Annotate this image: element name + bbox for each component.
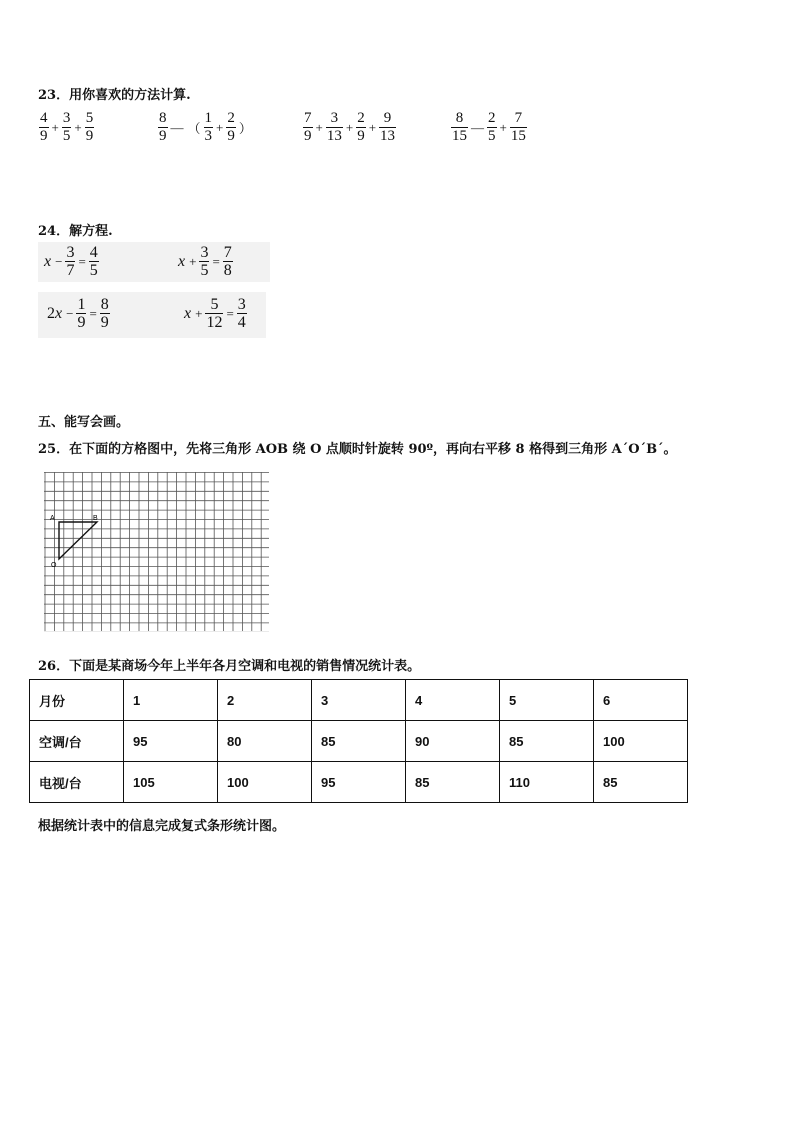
q23-expression-2: $\frac{8}{9}$ — （ $\frac{1}{3}$ + $\frac{2}{9}$ ） <box>159 110 252 144</box>
table-cell: 3 <box>312 680 406 721</box>
square-grid[interactable] <box>44 472 270 632</box>
equation-1: x − $\frac{3}{7}$ = $\frac{4}{5}$ <box>44 244 98 279</box>
table-row <box>30 721 688 762</box>
table-cell: 85 <box>500 721 594 762</box>
table-row <box>30 680 688 721</box>
equation-4: x + $\frac{5}{12}$ = $\frac{3}{4}$ <box>184 296 246 331</box>
triangle-aob <box>59 522 97 559</box>
sales-table <box>29 679 688 803</box>
q26-note: 根据统计表中的信息完成复式条形统计图。 <box>38 819 286 834</box>
row-header-cell: 月份 <box>30 680 124 721</box>
equation-3: 2 x − $\frac{1}{9}$ = $\frac{8}{9}$ <box>47 296 109 331</box>
section-5-title: 五、能写会画。 <box>38 415 130 430</box>
table-cell: 100 <box>594 721 688 762</box>
equation-2: x + $\frac{3}{5}$ = $\frac{7}{8}$ <box>178 244 232 279</box>
q23-expression-4: $\frac{8}{15}$ — $\frac{2}{5}$ + $\frac{7}{15}$ <box>452 110 526 144</box>
table-cell: 5 <box>500 680 594 721</box>
q23-title: 23．用你喜欢的方法计算. <box>38 88 191 103</box>
table-cell: 80 <box>218 721 312 762</box>
table-cell: 110 <box>500 762 594 803</box>
table-cell: 100 <box>218 762 312 803</box>
table-cell: 95 <box>312 762 406 803</box>
table-cell: 85 <box>312 721 406 762</box>
table-cell: 4 <box>406 680 500 721</box>
table-cell: 1 <box>124 680 218 721</box>
table-cell: 85 <box>594 762 688 803</box>
q23-expression-3: $\frac{7}{9}$ + $\frac{3}{13}$ + $\frac{2}{9}$ + $\frac{9}{13}$ <box>304 110 396 144</box>
table-cell: 90 <box>406 721 500 762</box>
q25-title: 25．在下面的方格图中，先将三角形 AOB 绕 O 点顺时针旋转 90º，再向右平移 8 格得到三角形 A´O´B´。 <box>38 442 677 457</box>
q23-expression-1: $\frac{4}{9}$ + $\frac{3}{5}$ + $\frac{5}{9}$ <box>40 110 94 144</box>
table-cell: 2 <box>218 680 312 721</box>
label-b: B <box>93 515 98 522</box>
label-a: A <box>50 515 55 522</box>
table-cell: 6 <box>594 680 688 721</box>
table-cell: 95 <box>124 721 218 762</box>
q24-title: 24．解方程. <box>38 224 113 239</box>
table-cell: 105 <box>124 762 218 803</box>
table-cell: 85 <box>406 762 500 803</box>
row-header-cell: 电视/台 <box>30 762 124 803</box>
q26-title: 26．下面是某商场今年上半年各月空调和电视的销售情况统计表。 <box>38 659 421 674</box>
label-o: O <box>51 562 57 569</box>
table-row <box>30 762 688 803</box>
row-header-cell: 空调/台 <box>30 721 124 762</box>
